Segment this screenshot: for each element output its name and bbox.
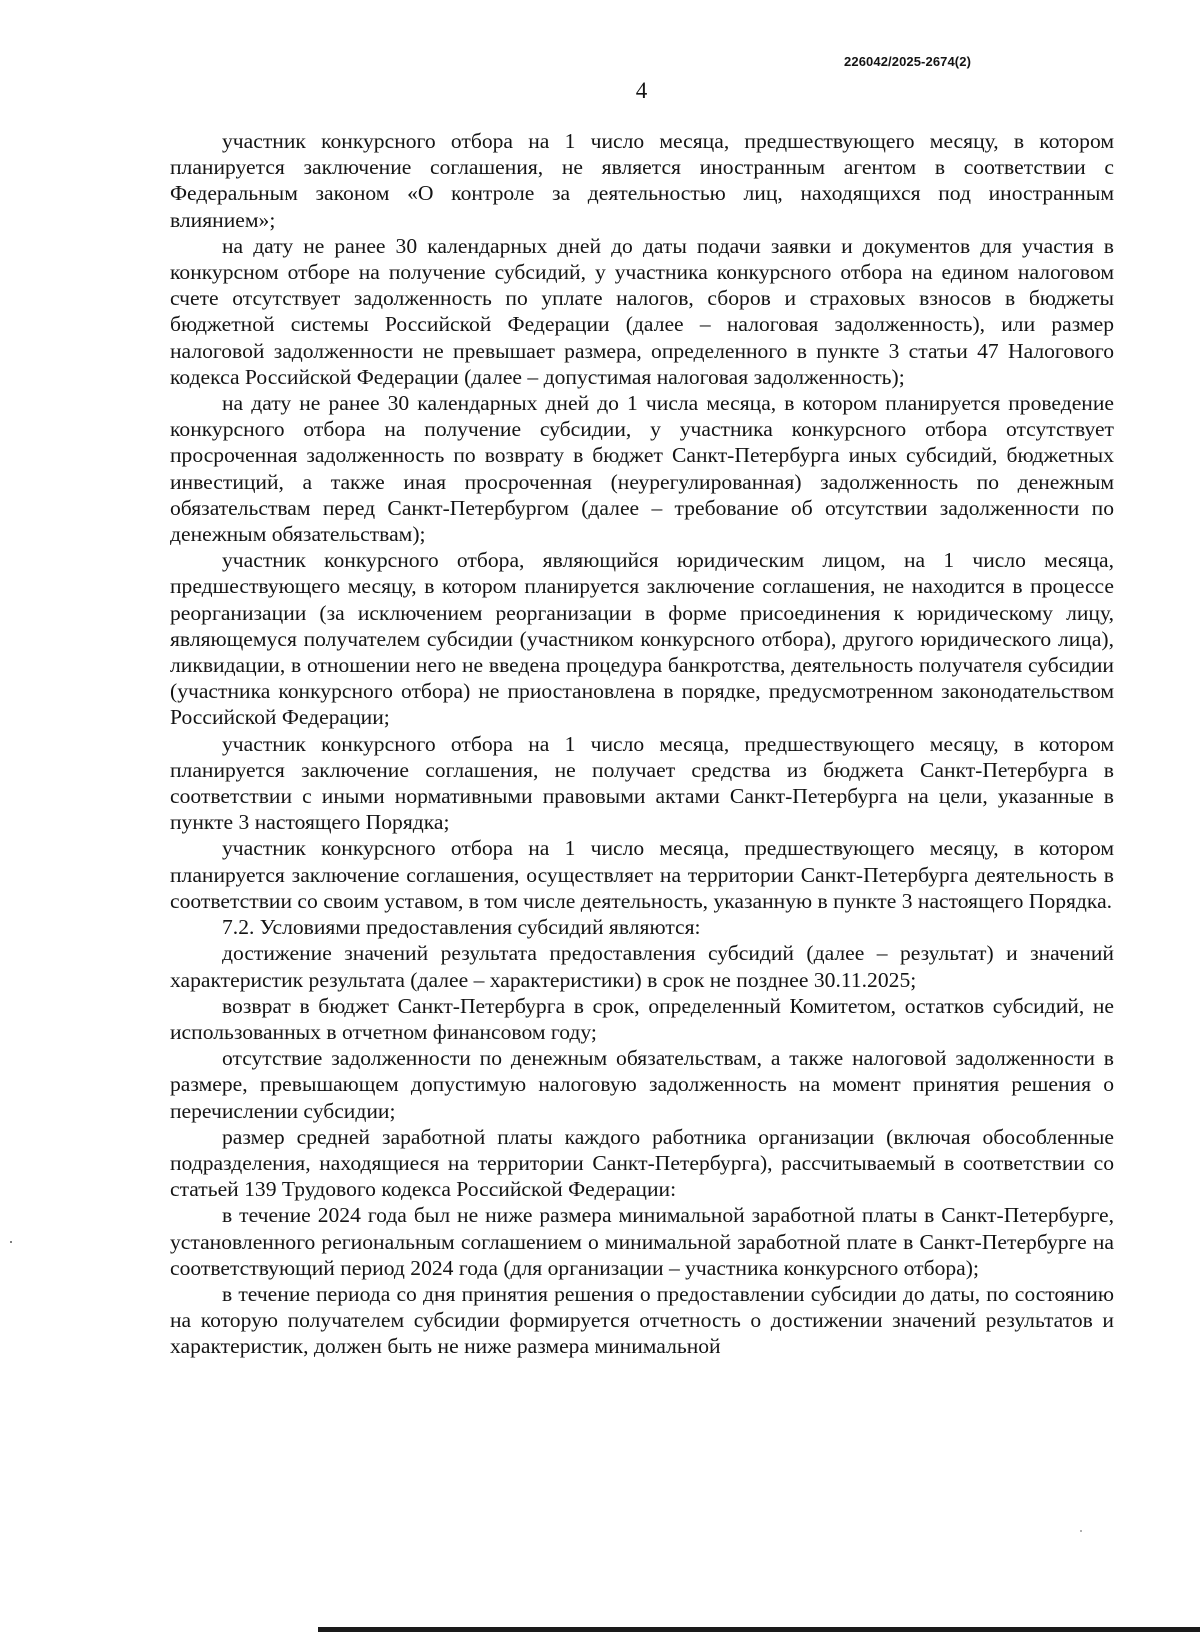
paragraph-tax-debt: на дату не ранее 30 календарных дней до даты подачи заявки и документов для участия в конкурсном отборе на получение субсидий, у участника конкурсного отбора на едином налоговом счете отсутствует задолженность по уплате налогов, сборов и страховых взносов в бюджеты бюджетной системы Российской Федерации (далее – налоговая задолженность), или размер налоговой задолженности не превышает размера, определенного в пункте 3 статьи 47 Налогового кодекса Российской Федерации (далее – допустимая налоговая задолженность);	[170, 233, 1114, 389]
paragraph-foreign-agent: участник конкурсного отбора на 1 число месяца, предшествующего месяцу, в котором планируется заключение соглашения, не является иностранным агентом в соответствии с Федеральным законом «О контроле за деятельностью лиц, находящихся под иностранным влиянием»;	[170, 129, 1114, 232]
paragraph-average-salary: размер средней заработной платы каждого работника организации (включая обособленные подразделения, находящиеся на территории Санкт-Петербурга), рассчитываемый в соответствии со статьей 139 Трудового кодекса Российской Федерации:	[170, 1124, 1114, 1202]
paragraph-refund: возврат в бюджет Санкт-Петербурга в срок, определенный Комитетом, остатков субсидий, не использованных в отчетном финансовом году;	[170, 993, 1114, 1044]
scan-bottom-edge	[318, 1627, 1200, 1632]
paragraph-salary-2024: в течение 2024 года был не ниже размера минимальной заработной платы в Санкт-Петербурге, установленного региональным соглашением о минимальной заработной плате в Санкт-Петербурге на соответствующий период 2024 года (для организации – участника конкурсного отбора);	[170, 1203, 1114, 1280]
document-registration-number: 226042/2025-2674(2)	[844, 54, 971, 69]
paragraph-other-funds: участник конкурсного отбора на 1 число месяца, предшествующего месяцу, в котором планируется заключение соглашения, не получает средства из бюджета Санкт-Петербурга в соответствии с иными нормативными правовыми актами Санкт-Петербурга на цели, указанные в пункте 3 настоящего Порядка;	[170, 731, 1114, 835]
scan-speck	[10, 1241, 12, 1243]
section-heading-7-2: 7.2. Условиями предоставления субсидий являются:	[222, 915, 701, 940]
paragraph-result-achievement: достижение значений результата предоставления субсидий (далее – результат) и значений характеристик результата (далее – характеристики) в срок не позднее 30.11.2025;	[170, 941, 1114, 992]
paragraph-salary-period: в течение периода со дня принятия решения о предоставлении субсидии до даты, по состоянию на которую получателем субсидии формируется отчетность о достижении значений результатов и характеристик, должен быть не ниже размера минимальной	[170, 1281, 1114, 1359]
document-body	[170, 128, 1114, 1360]
paragraph-overdue-debt: на дату не ранее 30 календарных дней до 1 числа месяца, в котором планируется проведение конкурсного отбора на получение субсидии, у участника конкурсного отбора отсутствует просроченная задолженность по возврату в бюджет Санкт-Петербурга иных субсидий, бюджетных инвестиций, а также иная просроченная (неурегулированная) задолженность по денежным обязательствам перед Санкт-Петербургом (далее – требование об отсутствии задолженности по денежным обязательствам);	[170, 391, 1114, 547]
paragraph-activity: участник конкурсного отбора на 1 число месяца, предшествующего месяцу, в котором планируется заключение соглашения, осуществляет на территории Санкт-Петербурга деятельность в соответствии со своим уставом, в том числе деятельность, указанную в пункте 3 настоящего Порядка.	[170, 836, 1114, 913]
paragraph-no-debt: отсутствие задолженности по денежным обязательствам, а также налоговой задолженности в размере, превышающем допустимую налоговую задолженность на момент принятия решения о перечислении субсидии;	[170, 1046, 1114, 1123]
scan-speck	[1080, 1530, 1082, 1532]
paragraph-reorganization: участник конкурсного отбора, являющийся юридическим лицом, на 1 число месяца, предшествующего месяцу, в котором планируется заключение соглашения, не находится в процессе реорганизации (за исключением реорганизации в форме присоединения к юридическому лицу, являющемуся получателем субсидии (участником конкурсного отбора), другого юридического лица), ликвидации, в отношении него не введена процедура банкротства, деятельность получателя субсидии (участника конкурсного отбора) не приостановлена в порядке, предусмотренном законодательством Российской Федерации;	[170, 548, 1114, 730]
page-number: 4	[635, 78, 648, 103]
